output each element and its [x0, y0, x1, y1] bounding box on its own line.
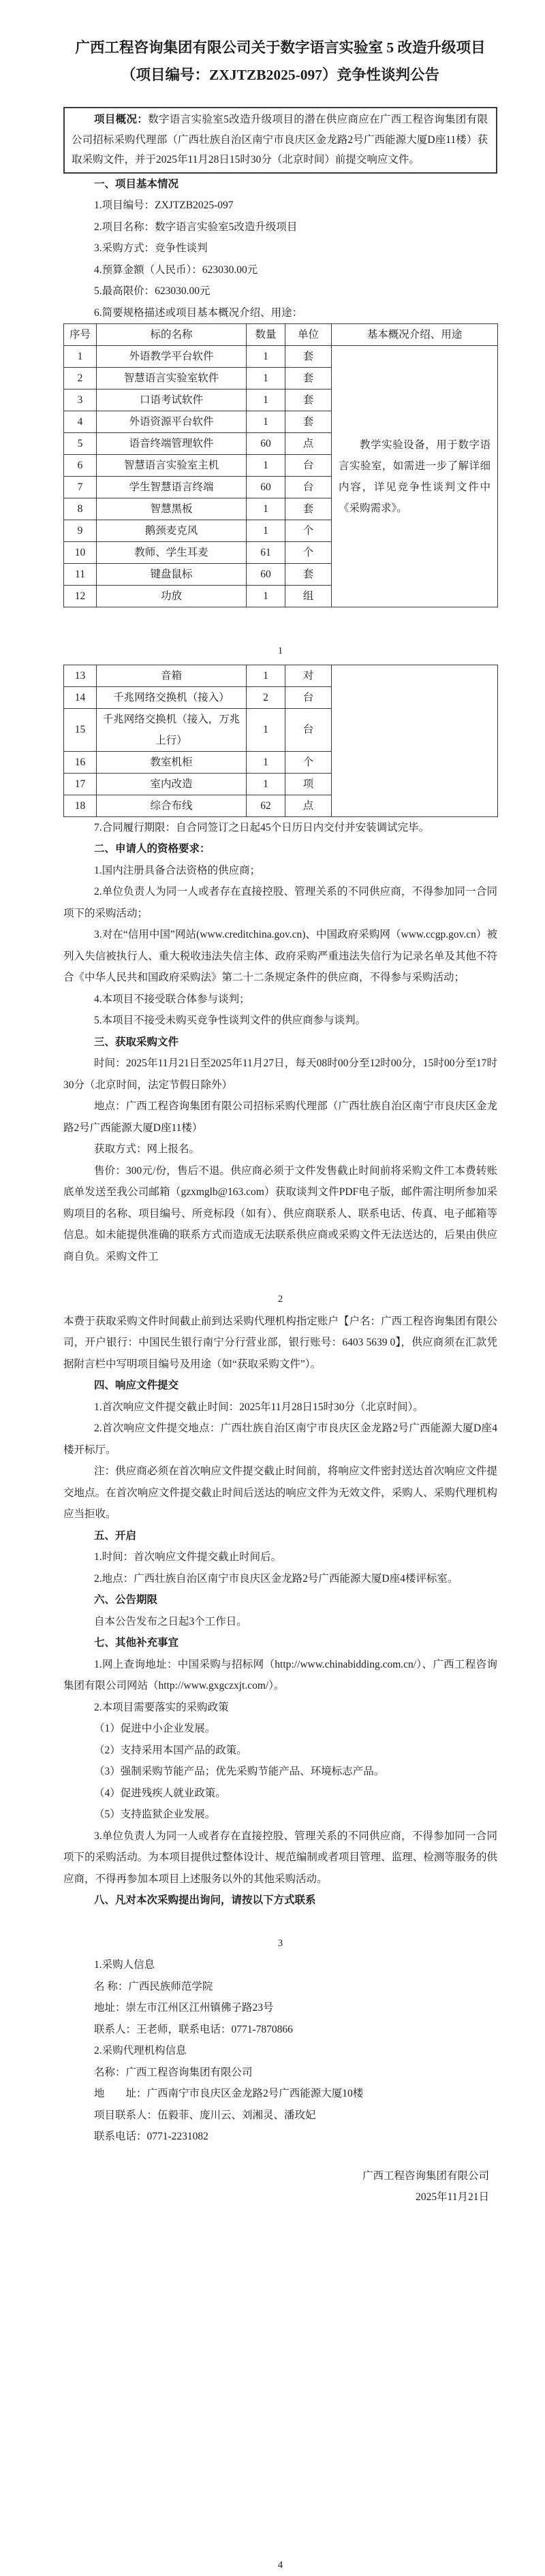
cell-no: 17 [64, 773, 97, 795]
cell-unit: 台 [285, 455, 332, 477]
cell-unit: 项 [285, 773, 332, 795]
other-item-3: 3.单位负责人为同一人或者存在直接控股、管理关系的不同供应商，不得参加同一合同项下的采购活动。为本项目提供过整体设计、规范编制或者项目管理、监理、检测等服务的供应商，不得再参加本项目上述服务以外的其他采购活动。 [63, 1826, 497, 1890]
cell-name: 口语考试软件 [97, 389, 247, 411]
cell-unit: 台 [285, 477, 332, 498]
announcement-period-text: 自本公告发布之日起3个工作日。 [63, 1611, 497, 1633]
col-header-qty: 数量 [247, 324, 285, 346]
cell-qty: 60 [247, 477, 285, 498]
col-header-no: 序号 [64, 324, 97, 346]
opening-item-1: 1.时间：首次响应文件提交截止时间后。 [63, 1546, 497, 1568]
obtain-price-paragraph-part2: 本费于获取采购文件时间截止前到达采购代理机构指定账户【户名：广西工程咨询集团有限公司，开户银行：中国民生银行南宁分行营业部，银行账号：6403 5639 0】，供应商须在汇款凭据附言栏中写明项目编号及用途（如“获取采购文件”）。 [63, 1311, 497, 1376]
cell-qty: 1 [247, 411, 285, 433]
cell-no: 10 [64, 542, 97, 564]
cell-name: 键盘鼠标 [97, 564, 247, 586]
cell-name: 外语资源平台软件 [97, 411, 247, 433]
page-number-1: 1 [63, 641, 497, 663]
qualification-item-3: 3.对在“信用中国”网站(www.creditchina.gov.cn)、中国政府采购网（www.ccgp.gov.cn）被列入失信被执行人、重大税收违法失信主体、政府采购严重违法失信行为记录名单及其他不符合《中华人民共和国政府采购法》第二十二条规定条件的供应商，不得参与采购活动； [63, 924, 497, 989]
goods-table-page1 [63, 323, 498, 607]
policy-item-4: （4）促进残疾人就业政策。 [63, 1783, 497, 1804]
table-note-cell-empty [332, 665, 498, 816]
doc-title-line2: （项目编号：ZXJTZB2025-097）竞争性谈判公告 [63, 61, 497, 89]
cell-unit: 组 [285, 586, 332, 607]
other-item-1: 1.网上查询地址：中国采购与招标网（http://www.chinabidding.com.cn/）、广西工程咨询集团有限公司网站（http://www.gxgczxjt.com/）。 [63, 1654, 497, 1697]
cell-no: 8 [64, 498, 97, 520]
cell-qty: 1 [247, 708, 285, 751]
project-overview-text [72, 110, 488, 170]
cell-no: 15 [64, 708, 97, 751]
cell-no: 5 [64, 433, 97, 455]
project-overview-body: 数字语言实验室5改造升级项目的潜在供应商应在广西工程咨询集团有限公司招标采购代理部（广西壮族自治区南宁市良庆区金龙路2号广西能源大厦D座11楼）获取采购文件，并于2025年11月28日15时30分（北京时间）前提交响应文件。 [72, 114, 488, 165]
other-item-2: 2.本项目需要落实的采购政策 [63, 1697, 497, 1719]
cell-qty: 1 [247, 498, 285, 520]
cell-unit: 套 [285, 389, 332, 411]
cell-qty: 60 [247, 564, 285, 586]
submission-item-2: 2.首次响应文件提交地点：广西壮族自治区南宁市良庆区金龙路2号广西能源大厦D座4楼开标厅。 [63, 1418, 497, 1461]
submission-item-1: 1.首次响应文件提交截止时间：2025年11月28日15时30分（北京时间）。 [63, 1397, 497, 1418]
purchaser-contact: 联系人：王老师，联系电话：0771-7870866 [63, 2019, 497, 2041]
project-overview-box [63, 107, 497, 174]
section-heading-inquiry: 八、凡对本次采购提出询问，请按以下方式联系 [63, 1890, 497, 1911]
col-header-unit: 单位 [285, 324, 332, 346]
cell-name: 教师、学生耳麦 [97, 542, 247, 564]
submission-note: 注：供应商必须在首次响应文件提交截止时间前，将响应文件密封送达首次响应文件提交地点。在首次响应文件提交截止时间后送达的响应文件为无效文件，采购人、采购代理机构应当拒收。 [63, 1461, 497, 1525]
cell-name: 教室机柜 [97, 751, 247, 773]
signature-company: 广西工程咨询集团有限公司 [63, 2165, 497, 2187]
cell-qty: 1 [247, 773, 285, 795]
signature-date: 2025年11月21日 [63, 2187, 497, 2208]
cell-qty: 61 [247, 542, 285, 564]
section-heading-other-matters: 七、其他补充事宜 [63, 1632, 497, 1654]
policy-item-1: （1）促进中小企业发展。 [63, 1718, 497, 1740]
cell-name: 智慧语言实验室软件 [97, 368, 247, 389]
cell-qty: 1 [247, 520, 285, 542]
cell-qty: 60 [247, 433, 285, 455]
page-number-2: 2 [63, 1289, 497, 1311]
goods-table-page2 [63, 665, 498, 817]
cell-name: 鹅颈麦克风 [97, 520, 247, 542]
basic-item-project-name: 2.项目名称：数字语言实验室5改造升级项目 [63, 217, 497, 238]
cell-unit: 套 [285, 411, 332, 433]
cell-no: 4 [64, 411, 97, 433]
basic-item-budget: 4.预算金额（人民币）：623030.00元 [63, 259, 497, 281]
cell-qty: 2 [247, 686, 285, 708]
cell-unit: 对 [285, 665, 332, 686]
purchaser-name: 名 称：广西民族师范学院 [63, 1976, 497, 1998]
section-heading-obtain-documents: 三、获取采购文件 [63, 1032, 497, 1053]
cell-unit: 台 [285, 708, 332, 751]
cell-no: 1 [64, 346, 97, 368]
cell-no: 12 [64, 586, 97, 607]
opening-item-2: 2.地点：广西壮族自治区南宁市良庆区金龙路2号广西能源大厦D座4楼评标室。 [63, 1568, 497, 1590]
cell-name: 智慧语言实验室主机 [97, 455, 247, 477]
cell-unit: 套 [285, 346, 332, 368]
cell-unit: 个 [285, 751, 332, 773]
cell-name: 智慧黑板 [97, 498, 247, 520]
project-overview-label: 项目概况： [94, 114, 148, 125]
cell-name: 千兆网络交换机（接入，万兆上行） [97, 708, 247, 751]
cell-name: 音箱 [97, 665, 247, 686]
purchaser-info-heading: 1.采购人信息 [63, 1954, 497, 1976]
cell-no: 9 [64, 520, 97, 542]
table-note-text: 教学实验设备，用于数字语言实验室，如需进一步了解详细内容，详见竞争性谈判文件中《采购需求》。 [339, 434, 490, 519]
cell-unit: 套 [285, 368, 332, 389]
cell-name: 学生智慧语言终端 [97, 477, 247, 498]
cell-name: 语音终端管理软件 [97, 433, 247, 455]
section-heading-qualification: 二、申请人的资格要求： [63, 838, 497, 860]
cell-no: 11 [64, 564, 97, 586]
cell-qty: 1 [247, 665, 285, 686]
section-heading-announcement-period: 六、公告期限 [63, 1589, 497, 1611]
cell-qty: 1 [247, 586, 285, 607]
cell-no: 3 [64, 389, 97, 411]
section-heading-opening: 五、开启 [63, 1525, 497, 1547]
table-note-cell [332, 346, 498, 607]
cell-qty: 1 [247, 751, 285, 773]
contract-period-text: 7.合同履行期限：自合同签订之日起45个日历日内交付并安装调试完毕。 [63, 817, 497, 839]
obtain-place-text: 地点：广西工程咨询集团有限公司招标采购代理部（广西壮族自治区南宁市良庆区金龙路2号广西能源大厦D座11楼） [63, 1096, 497, 1139]
cell-unit: 套 [285, 498, 332, 520]
obtain-price-paragraph-part1: 售价：300元/份，售后不退。供应商必须于文件发售截止时间前将采购文件工本费转账底单发送至我公司邮箱（gzxmglb@163.com）获取谈判文件PDF电子版，邮件需注明所参加采购项目的名称、项目编号、所竞标段（如有）、供应商联系人、联系电话、传真、电子邮箱等信息。如未能提供准确的联系方式而造成无法联系供应商或采购文件无法送达的，后果由供应商自负。采购文件工 [63, 1160, 497, 1268]
cell-no: 14 [64, 686, 97, 708]
cell-qty: 1 [247, 389, 285, 411]
cell-unit: 个 [285, 520, 332, 542]
doc-title-line1: 广西工程咨询集团有限公司关于数字语言实验室 5 改造升级项目 [63, 34, 497, 61]
obtain-method-text: 获取方式：网上报名。 [63, 1139, 497, 1160]
policy-item-2: （2）支持采用本国产品的政策。 [63, 1740, 497, 1762]
basic-item-project-no: 1.项目编号：ZXJTZB2025-097 [63, 195, 497, 217]
cell-qty: 62 [247, 795, 285, 816]
basic-item-spec-intro: 6.简要规格描述或项目基本概况介绍、用途： [63, 302, 497, 324]
cell-name: 综合布线 [97, 795, 247, 816]
cell-unit: 套 [285, 564, 332, 586]
cell-name: 功放 [97, 586, 247, 607]
qualification-item-5: 5.本项目不接受未购买竞争性谈判文件的供应商参与谈判。 [63, 1010, 497, 1032]
basic-item-price-cap: 5.最高限价：623030.00元 [63, 281, 497, 302]
cell-name: 室内改造 [97, 773, 247, 795]
agent-contact: 项目联系人：伍毅菲、庞川云、刘湘灵、潘玫妃 [63, 2105, 497, 2127]
cell-name: 千兆网络交换机（接入） [97, 686, 247, 708]
agent-info-heading: 2.采购代理机构信息 [63, 2040, 497, 2062]
cell-no: 7 [64, 477, 97, 498]
cell-no: 2 [64, 368, 97, 389]
cell-no: 18 [64, 795, 97, 816]
cell-unit: 点 [285, 795, 332, 816]
table-row [64, 346, 498, 368]
cell-unit: 点 [285, 433, 332, 455]
policy-item-3: （3）强制采购节能产品；优先采购节能产品、环境标志产品。 [63, 1761, 497, 1783]
policy-item-5: （5）支持监狱企业发展。 [63, 1804, 497, 1826]
cell-name: 外语教学平台软件 [97, 346, 247, 368]
cell-no: 16 [64, 751, 97, 773]
cell-no: 13 [64, 665, 97, 686]
cell-qty: 1 [247, 368, 285, 389]
cell-qty: 1 [247, 455, 285, 477]
cell-no: 6 [64, 455, 97, 477]
qualification-item-2: 2.单位负责人为同一人或者存在直接控股、管理关系的不同供应商，不得参加同一合同项下的采购活动； [63, 881, 497, 924]
agent-address: 地 址：广西南宁市良庆区金龙路2号广西能源大厦10楼 [63, 2083, 497, 2105]
page-number-4: 4 [63, 2555, 497, 2576]
section-heading-basic-info: 一、项目基本情况 [63, 174, 497, 195]
purchaser-address: 地址：崇左市江州区江州镇佛子路23号 [63, 1997, 497, 2019]
col-header-name: 标的名称 [97, 324, 247, 346]
cell-unit: 个 [285, 542, 332, 564]
qualification-item-4: 4.本项目不接受联合体参与谈判； [63, 989, 497, 1011]
cell-unit: 台 [285, 686, 332, 708]
table-header-row [64, 324, 498, 346]
col-header-desc: 基本概况介绍、用途 [332, 324, 498, 346]
section-heading-submission: 四、响应文件提交 [63, 1375, 497, 1397]
agent-phone: 联系电话：0771-2231082 [63, 2126, 497, 2148]
agent-name: 名称：广西工程咨询集团有限公司 [63, 2062, 497, 2084]
obtain-time-text: 时间：2025年11月21日至2025年11月27日，每天08时00分至12时00分，15时00分至17时30分（北京时间，法定节假日除外） [63, 1053, 497, 1096]
page-number-3: 3 [63, 1933, 497, 1955]
table-row [64, 665, 498, 686]
qualification-item-1: 1.国内注册具备合法资格的供应商； [63, 860, 497, 882]
cell-qty: 1 [247, 346, 285, 368]
basic-item-method: 3.采购方式：竞争性谈判 [63, 238, 497, 259]
